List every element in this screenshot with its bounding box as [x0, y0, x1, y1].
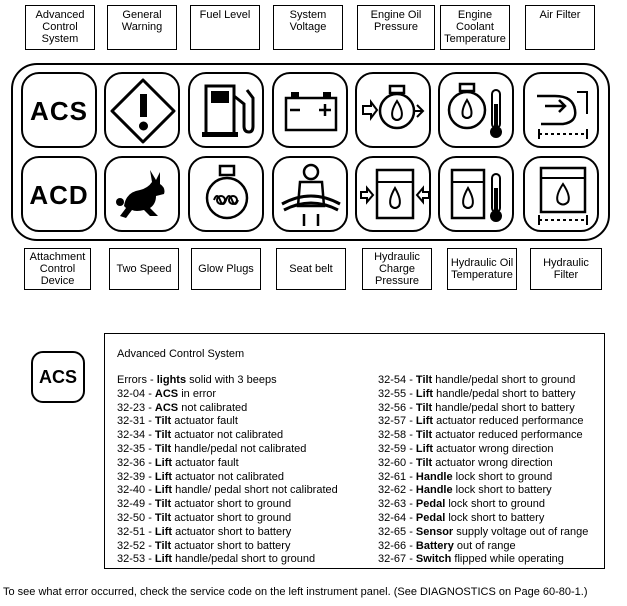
glow-plugs-tile: [188, 156, 264, 232]
label-glow-plugs: Glow Plugs: [191, 248, 261, 290]
error-subject: Tilt: [415, 374, 433, 386]
error-code-box: [104, 333, 605, 569]
error-subject: ACS: [154, 387, 179, 400]
fuel-level-tile: [188, 72, 264, 148]
error-description: actuator wrong direction: [433, 442, 554, 455]
error-code: 32-50 -: [117, 511, 155, 524]
oil-pressure-icon: [357, 74, 433, 150]
error-subject: Tilt: [154, 498, 172, 511]
label-hydraulic-charge-pressure: Hydraulic Charge Pressure: [362, 248, 432, 290]
error-code-line: [378, 388, 588, 402]
error-subject: Lift: [154, 456, 173, 469]
error-description: supply voltage out of range: [453, 525, 589, 538]
acs-tile: [21, 72, 97, 148]
label-air-filter: Air Filter: [525, 5, 595, 50]
error-subject: Switch: [415, 553, 452, 566]
error-subject: Pedal: [415, 498, 446, 511]
error-code: 32-67 -: [378, 553, 416, 566]
error-subject: Lift: [154, 470, 173, 483]
error-code: 32-56 -: [378, 401, 416, 414]
error-subject: Tilt: [154, 442, 172, 455]
error-code: 32-40 -: [117, 484, 155, 497]
error-code-line: [117, 402, 338, 416]
error-code: 32-49 -: [117, 498, 155, 511]
error-code-line: [378, 540, 588, 554]
label-engine-oil-pressure: Engine Oil Pressure: [357, 5, 435, 50]
error-subject: Lift: [415, 442, 434, 455]
coolant-temperature-icon: [440, 74, 516, 150]
general-warning-tile: [104, 72, 180, 148]
seat-belt-tile: [272, 156, 348, 232]
error-code-line: [378, 457, 588, 471]
error-description: flipped while operating: [451, 553, 564, 566]
error-code-line: [117, 388, 338, 402]
error-description: actuator short to ground: [171, 511, 292, 524]
footer-note: To see what error occurred, check the service code on the left instrument panel. (See DIAGNOSTICS on Page 60-80-1.): [3, 586, 588, 598]
seat-belt-icon: [274, 158, 350, 234]
error-description: lock short to ground: [445, 498, 545, 511]
hydraulic-temperature-icon: [440, 158, 516, 234]
fuel-pump-icon: [190, 74, 266, 150]
error-code: 32-34 -: [117, 429, 155, 442]
error-code: 32-59 -: [378, 442, 416, 455]
error-box-title: Advanced Control System: [117, 348, 245, 360]
error-description: lock short to ground: [452, 470, 553, 483]
label-system-voltage: System Voltage: [273, 5, 343, 50]
error-code-line: [378, 415, 588, 429]
error-code-line: [117, 512, 338, 526]
error-subject: Tilt: [154, 539, 172, 552]
error-code-line: [117, 415, 338, 429]
error-code-line: [117, 457, 338, 471]
error-subject: Handle: [415, 470, 453, 483]
error-code: 32-64 -: [378, 511, 416, 524]
error-code: Errors -: [117, 374, 157, 386]
error-subject: Tilt: [154, 415, 172, 428]
error-subject: Lift: [154, 553, 173, 566]
error-description: actuator not calibrated: [172, 470, 284, 483]
error-description: actuator wrong direction: [432, 456, 553, 469]
glow-plug-icon: [190, 158, 266, 234]
label-seat-belt: Seat belt: [276, 248, 346, 290]
error-description: actuator short to battery: [171, 539, 291, 552]
error-description: actuator reduced performance: [432, 429, 583, 442]
engine-oil-pressure-tile: [355, 72, 431, 148]
error-subject: Tilt: [415, 401, 433, 414]
rabbit-icon: [106, 158, 182, 234]
error-code: 32-35 -: [117, 442, 155, 455]
error-code-line: [117, 498, 338, 512]
acd-tile: [21, 156, 97, 232]
error-subject: lights: [156, 374, 187, 386]
error-description: lock short to battery: [445, 511, 545, 524]
warning-diamond-icon: [106, 74, 182, 150]
error-subject: Pedal: [415, 511, 446, 524]
acs-legend-icon: ACS: [31, 351, 85, 403]
error-description: not calibrated: [178, 401, 248, 414]
error-subject: Tilt: [154, 429, 172, 442]
acd-text-icon: ACD: [29, 180, 89, 210]
error-list-right: [378, 374, 588, 567]
error-code: 32-62 -: [378, 484, 416, 497]
error-code: 32-66 -: [378, 539, 416, 552]
error-code-line: [117, 540, 338, 554]
system-voltage-tile: [272, 72, 348, 148]
error-code-line: [378, 374, 588, 388]
error-subject: Sensor: [415, 525, 454, 538]
label-hydraulic-filter: Hydraulic Filter: [530, 248, 602, 290]
error-code: 32-51 -: [117, 525, 155, 538]
hydraulic-filter-tile: [523, 156, 599, 232]
error-code: 32-54 -: [378, 374, 416, 386]
error-code-line: [378, 402, 588, 416]
error-code-line: [378, 512, 588, 526]
error-list-left: [117, 374, 338, 567]
error-description: handle/pedal short to ground: [172, 553, 316, 566]
error-code-line: [117, 526, 338, 540]
hydraulic-charge-icon: [357, 158, 433, 234]
label-advanced-control-system: Advanced Control System: [25, 5, 95, 50]
error-code-line: [117, 429, 338, 443]
label-fuel-level: Fuel Level: [190, 5, 260, 50]
error-code-line: [117, 471, 338, 485]
error-description: out of range: [453, 539, 516, 552]
error-description: actuator fault: [172, 456, 239, 469]
error-code: 32-65 -: [378, 525, 416, 538]
label-hydraulic-oil-temperature: Hydraulic Oil Temperature: [447, 248, 517, 290]
error-code: 32-39 -: [117, 470, 155, 483]
error-subject: Battery: [415, 539, 454, 552]
air-filter-tile: [523, 72, 599, 148]
error-code-line: [117, 443, 338, 457]
error-code: 32-60 -: [378, 456, 416, 469]
error-code-line: [378, 429, 588, 443]
engine-coolant-temperature-tile: [438, 72, 514, 148]
label-engine-coolant-temperature: Engine Coolant Temperature: [440, 5, 510, 50]
error-code: 32-58 -: [378, 429, 416, 442]
error-code: 32-55 -: [378, 387, 416, 400]
error-description: solid with 3 beeps: [186, 374, 277, 386]
hydraulic-charge-pressure-tile: [355, 156, 431, 232]
error-subject: Tilt: [415, 456, 433, 469]
error-subject: Lift: [415, 415, 434, 428]
error-description: handle/ pedal short not calibrated: [172, 484, 338, 497]
error-code-line: [117, 374, 338, 388]
error-subject: Lift: [154, 525, 173, 538]
error-description: actuator reduced performance: [433, 415, 584, 428]
label-attachment-control-device: Attachment Control Device: [24, 248, 91, 290]
error-subject: Tilt: [415, 429, 433, 442]
error-code-line: [378, 443, 588, 457]
error-code-line: [117, 484, 338, 498]
error-code-line: [378, 471, 588, 485]
error-subject: Lift: [415, 387, 434, 400]
label-two-speed: Two Speed: [109, 248, 179, 290]
error-subject: Handle: [415, 484, 453, 497]
error-description: actuator fault: [171, 415, 238, 428]
error-subject: ACS: [154, 401, 179, 414]
air-filter-icon: [525, 74, 601, 150]
error-code: 32-04 -: [117, 387, 155, 400]
hydraulic-filter-icon: [525, 158, 601, 234]
label-general-warning: General Warning: [107, 5, 177, 50]
error-code: 32-36 -: [117, 456, 155, 469]
error-code: 32-23 -: [117, 401, 155, 414]
error-description: actuator short to ground: [171, 498, 292, 511]
error-subject: Lift: [154, 484, 173, 497]
error-description: actuator short to battery: [172, 525, 292, 538]
error-code: 32-57 -: [378, 415, 416, 428]
error-code-line: [378, 484, 588, 498]
error-code: 32-61 -: [378, 470, 416, 483]
error-description: handle/pedal short to battery: [433, 387, 576, 400]
error-code-line: [378, 553, 588, 567]
error-code: 32-52 -: [117, 539, 155, 552]
error-description: actuator not calibrated: [171, 429, 284, 442]
error-code: 32-53 -: [117, 553, 155, 566]
error-description: in error: [178, 387, 217, 400]
battery-icon: [274, 74, 350, 150]
error-description: handle/pedal short to battery: [432, 401, 575, 414]
error-subject: Tilt: [154, 511, 172, 524]
error-description: handle/pedal short to ground: [432, 374, 576, 386]
error-code: 32-63 -: [378, 498, 416, 511]
hydraulic-oil-temperature-tile: [438, 156, 514, 232]
error-code: 32-31 -: [117, 415, 155, 428]
acs-text-icon: ACS: [30, 96, 88, 126]
error-description: lock short to battery: [452, 484, 552, 497]
error-description: handle/pedal not calibrated: [171, 442, 307, 455]
error-code-line: [117, 553, 338, 567]
two-speed-tile: [104, 156, 180, 232]
error-code-line: [378, 526, 588, 540]
error-code-line: [378, 498, 588, 512]
